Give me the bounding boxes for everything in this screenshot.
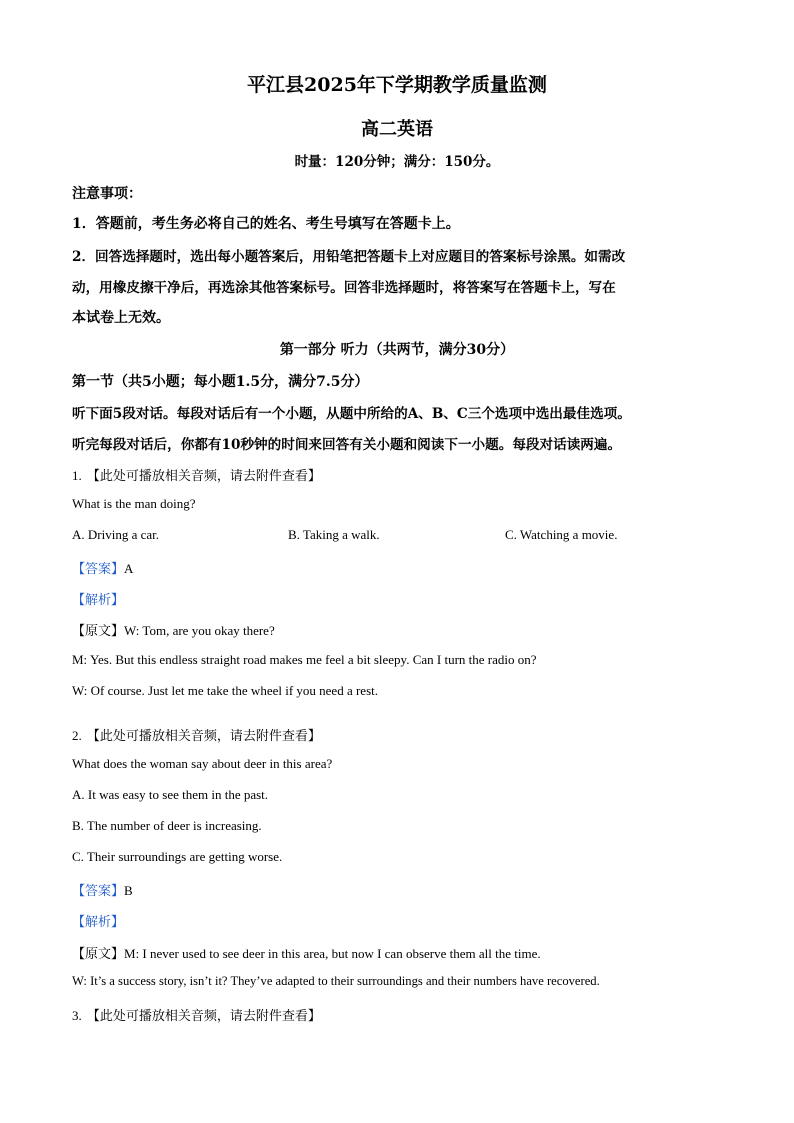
exam-subject: 高二英语 (361, 119, 433, 140)
original-label: 【原文】 (72, 624, 125, 639)
q1-audio-line (72, 465, 321, 484)
q2-option-b: B. The number of deer is increasing. (72, 818, 262, 833)
notice-item-2-line-2: 动，用橡皮擦干净后，再选涂其他答案标号。回答非选择题时，将答案写在答题卡上，写在 (72, 280, 616, 296)
q3-audio-placeholder[interactable]: 【此处可播放相关音频，请去附件查看】 (86, 1009, 321, 1024)
q2-original-line-2: W: It’s a success story, isn’t it? They’ve adapted to their surroundings and their numbers have recovered. (72, 974, 600, 988)
exam-time-score: 时量：120分钟；满分：150分。 (294, 154, 500, 170)
notice-item-1: 1．答题前，考生务必将自己的姓名、考生号填写在答题卡上。 (72, 216, 460, 232)
q1-answer: A (124, 561, 134, 576)
q2-answer-line (72, 880, 133, 899)
q1-answer-line (72, 558, 133, 577)
q1-original-line-2: M: Yes. But this endless straight road makes me feel a bit sleepy. Can I turn the radio on? (72, 652, 537, 667)
q1-option-b: B. Taking a walk. (288, 527, 380, 542)
q1-number: 1. (72, 468, 82, 483)
q2-original-text: M: I never used to see deer in this area, but now I can observe them all the time. (124, 946, 541, 961)
q2-number: 2. (72, 728, 82, 743)
q2-question: What does the woman say about deer in this area? (72, 756, 333, 771)
q1-original-line-1 (72, 620, 275, 639)
q1-original-line-3: W: Of course. Just let me take the wheel if you need a rest. (72, 683, 378, 698)
q1-option-a: A. Driving a car. (72, 527, 160, 542)
q2-audio-placeholder[interactable]: 【此处可播放相关音频，请去附件查看】 (86, 729, 321, 744)
q1-analysis-label: 【解析】 (72, 593, 125, 608)
q2-answer: B (124, 883, 133, 898)
q1-original-text: W: Tom, are you okay there? (124, 623, 275, 638)
q2-audio-line (72, 725, 321, 744)
original-label: 【原文】 (72, 947, 125, 962)
q2-original-line-1 (72, 943, 541, 962)
q2-option-c: C. Their surroundings are getting worse. (72, 849, 283, 864)
q1-question: What is the man doing? (72, 496, 196, 511)
answer-label: 【答案】 (72, 562, 125, 577)
section1-heading: 第一节（共5小题；每小题1.5分，满分7.5分） (72, 374, 369, 390)
answer-label: 【答案】 (72, 884, 125, 899)
q3-number: 3. (72, 1008, 82, 1023)
notice-item-2-line-1: 2．回答选择题时，选出每小题答案后，用铅笔把答题卡上对应题目的答案标号涂黑。如需改 (72, 249, 626, 265)
q1-audio-placeholder[interactable]: 【此处可播放相关音频，请去附件查看】 (86, 469, 321, 484)
instructions-line-1: 听下面5段对话。每段对话后有一个小题，从题中所给的A、B、C三个选项中选出最佳选项。 (72, 406, 631, 422)
instructions-line-2: 听完每段对话后，你都有10秒钟的时间来回答有关小题和阅读下一小题。每段对话读两遍。 (72, 437, 622, 453)
notice-item-2-line-3: 本试卷上无效。 (72, 310, 170, 326)
q2-option-a: A. It was easy to see them in the past. (72, 787, 269, 802)
exam-title: 平江县2025年下学期教学质量监测 (247, 74, 547, 96)
part1-heading: 第一部分 听力（共两节，满分30分） (279, 342, 515, 358)
q3-audio-line (72, 1005, 321, 1024)
q1-option-c: C. Watching a movie. (505, 527, 618, 542)
notice-heading: 注意事项： (72, 186, 142, 202)
q2-analysis-label: 【解析】 (72, 915, 125, 930)
